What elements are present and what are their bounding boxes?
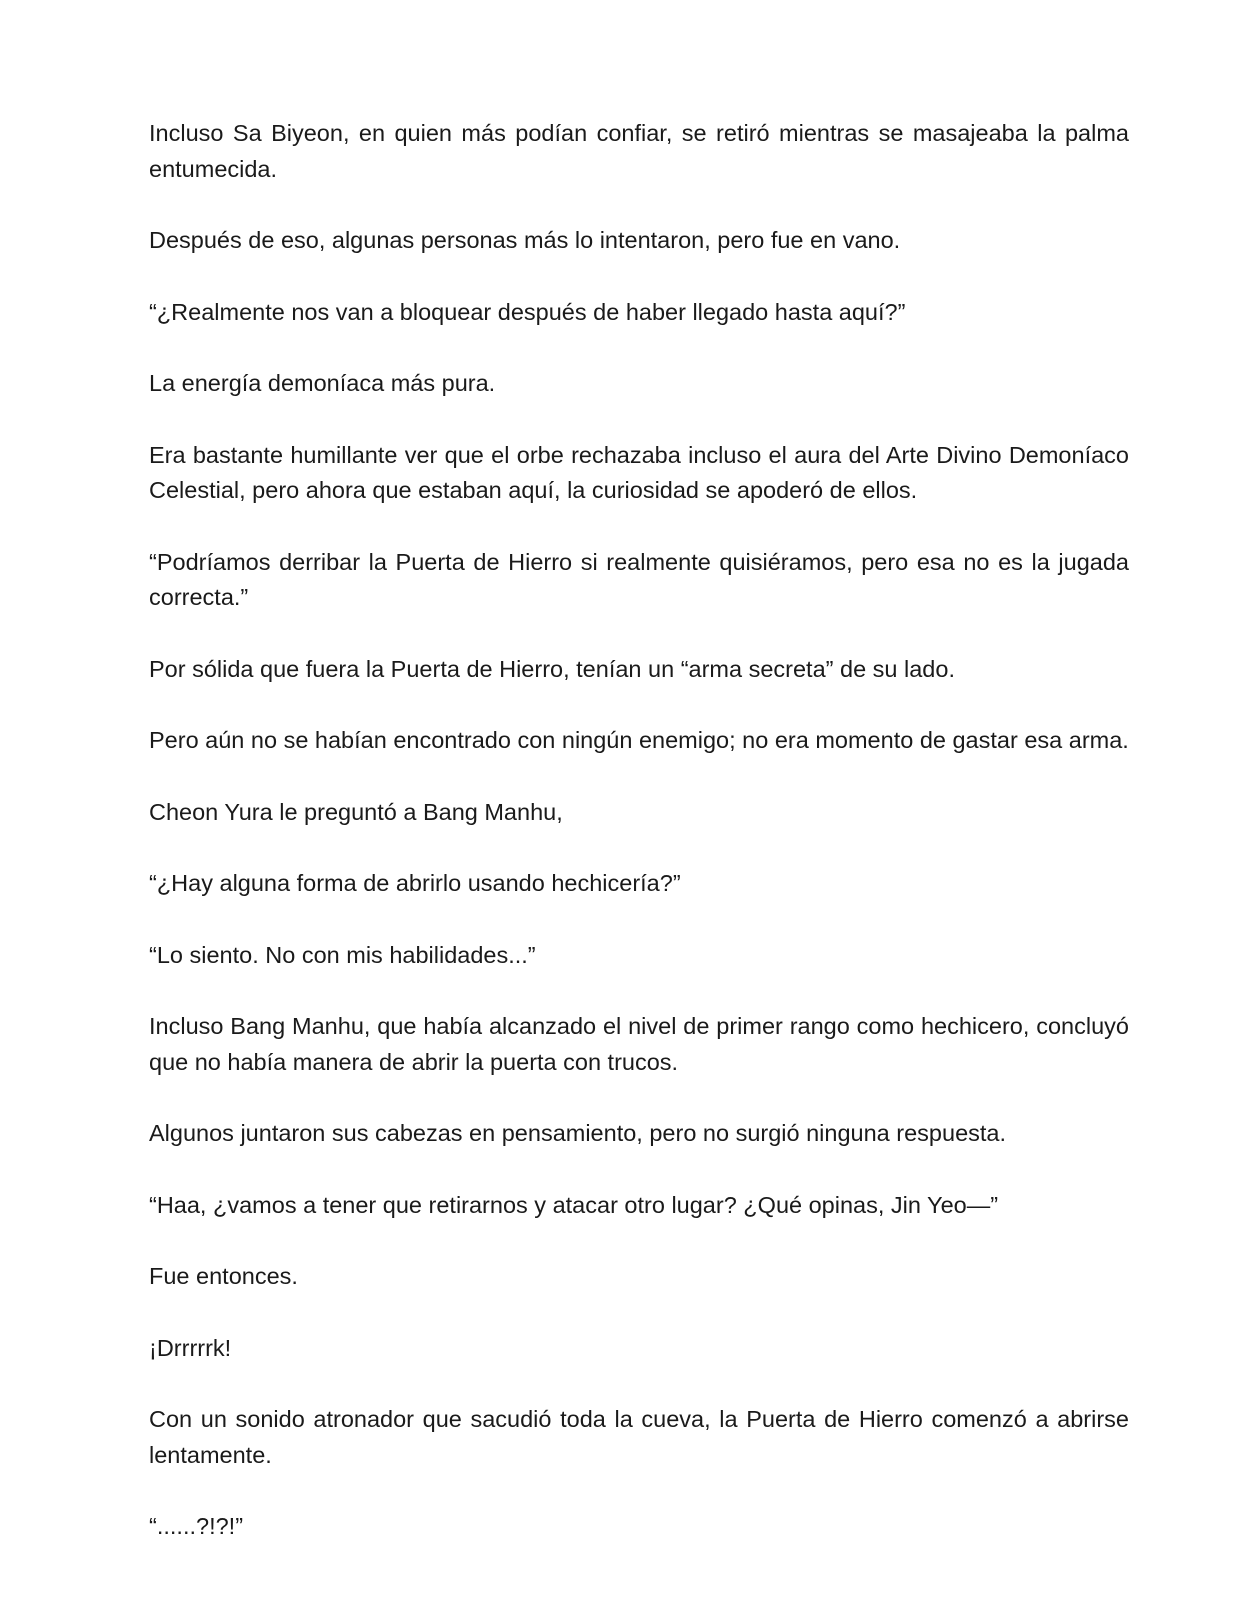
paragraph: Por sólida que fuera la Puerta de Hierro, tenían un “arma secreta” de su lado. [149, 655, 955, 682]
paragraph: “......?!?!” [149, 1513, 244, 1539]
paragraph: La energía demoníaca más pura. [149, 370, 496, 396]
paragraph: “Lo siento. No con mis habilidades...” [149, 941, 536, 968]
paragraph: Después de eso, algunas personas más lo intentaron, pero fue en vano. [149, 227, 901, 253]
paragraph: “Podríamos derribar la Puerta de Hierro si realmente quisiéramos, pero esa no es la jugada correcta.” [149, 548, 1129, 610]
paragraph: Con un sonido atronador que sacudió toda la cueva, la Puerta de Hierro comenzó a abrirse lentamente. [149, 1406, 1129, 1468]
paragraph: Cheon Yura le preguntó a Bang Manhu, [149, 798, 563, 825]
paragraph: ¡Drrrrrk! [149, 1334, 232, 1361]
paragraph: “¿Realmente nos van a bloquear después de haber llegado hasta aquí?” [149, 298, 906, 325]
paragraph: “Haa, ¿vamos a tener que retirarnos y atacar otro lugar? ¿Qué opinas, Jin Yeo—” [149, 1191, 999, 1218]
document-body [149, 116, 1129, 1581]
paragraph: “¿Hay alguna forma de abrirlo usando hechicería?” [149, 870, 681, 896]
paragraph: Incluso Bang Manhu, que había alcanzado el nivel de primer rango como hechicero, concluyó que no había manera de abrir la puerta con trucos. [149, 1013, 1129, 1075]
paragraph: Pero aún no se habían encontrado con ningún enemigo; no era momento de gastar esa arma. [149, 727, 1129, 753]
paragraph: Algunos juntaron sus cabezas en pensamiento, pero no surgió ninguna respuesta. [149, 1120, 1007, 1146]
paragraph: Era bastante humillante ver que el orbe rechazaba incluso el aura del Arte Divino Demoníaco Celestial, pero ahora que estaban aquí, la curiosidad se apoderó de ellos. [149, 441, 1129, 503]
paragraph: Fue entonces. [149, 1263, 298, 1289]
paragraph: Incluso Sa Biyeon, en quien más podían confiar, se retiró mientras se masajeaba la palma entumecida. [149, 120, 1129, 182]
